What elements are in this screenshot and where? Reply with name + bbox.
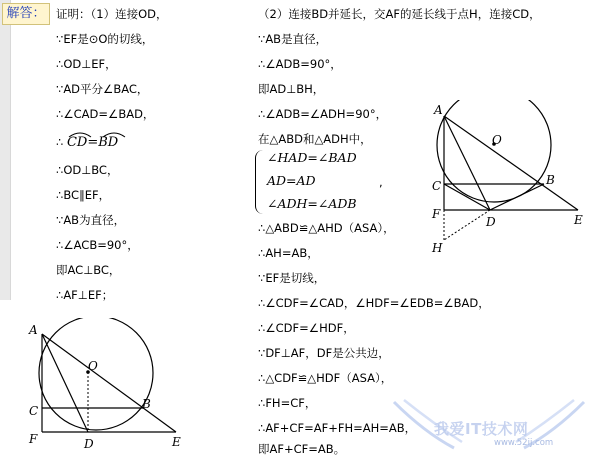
proof-line: ∴OD⊥BC， bbox=[56, 163, 119, 177]
watermark bbox=[384, 392, 598, 458]
proof-line: 即AD⊥BH， bbox=[258, 82, 325, 96]
arc-marks bbox=[67, 130, 131, 138]
segment-bd bbox=[490, 184, 544, 210]
proof-line: 即AF+CF=AB。 bbox=[258, 442, 346, 456]
label-f: F bbox=[432, 207, 441, 221]
label-c: C bbox=[29, 404, 39, 418]
therefore-symbol: ∴ bbox=[56, 135, 64, 149]
system-line: ∠HAD=∠BAD bbox=[267, 150, 357, 165]
sidebar-strip bbox=[0, 0, 11, 300]
arc-equation bbox=[67, 135, 118, 151]
proof-line: ∵AD平分∠BAC， bbox=[56, 82, 149, 96]
proof-line: ∴∠ACB=90°， bbox=[56, 238, 139, 252]
label-d: D bbox=[84, 437, 94, 451]
label-o: O bbox=[88, 359, 98, 373]
system-line: ∠ADH=∠ADB bbox=[267, 196, 357, 211]
proof-line: ∴BC∥EF， bbox=[56, 188, 111, 202]
proof-line: ∵AB为直径， bbox=[56, 213, 126, 227]
equation-system bbox=[255, 150, 425, 216]
left-brace bbox=[255, 150, 264, 214]
label-e: E bbox=[574, 213, 583, 227]
label-a: A bbox=[29, 323, 38, 337]
watermark-url: www.52ij.com bbox=[494, 438, 554, 448]
segment-dh bbox=[444, 210, 490, 240]
system-comma: , bbox=[379, 175, 383, 189]
system-line: AD=AD bbox=[267, 173, 316, 188]
proof-line: ∴∠ADB=90°， bbox=[258, 57, 342, 71]
proof-line: ∵EF是切线， bbox=[258, 271, 326, 285]
label-f: F bbox=[29, 432, 38, 446]
arc-equation-text: CD=BD bbox=[66, 135, 119, 150]
geometry-figure-2 bbox=[428, 100, 598, 260]
geometry-figure-1 bbox=[26, 318, 206, 458]
watermark-text: 我爱IT技术网 bbox=[434, 420, 529, 438]
segment-ad bbox=[444, 116, 490, 210]
proof-line: ∴∠CAD=∠BAD， bbox=[56, 107, 155, 121]
label-b: B bbox=[142, 397, 151, 411]
label-o: O bbox=[492, 133, 502, 147]
proof-line: 在△ABD和△ADH中， bbox=[258, 132, 372, 146]
proof-line: ∵EF是⊙O的切线， bbox=[56, 32, 154, 46]
proof-line: ∴∠CDF=∠HDF， bbox=[258, 321, 355, 335]
proof-line: ∴△CDF≌△HDF（ASA）， bbox=[258, 371, 393, 385]
proof-line: ∴AF+CF=AF+FH=AH=AB， bbox=[258, 421, 417, 435]
proof-line: ∴AH=AB， bbox=[258, 246, 319, 260]
label-c: C bbox=[432, 179, 442, 193]
proof-line bbox=[56, 134, 118, 151]
label-e: E bbox=[172, 435, 181, 449]
proof-line: （2）连接BD并延长，交AF的延长线于点H，连接CD， bbox=[258, 7, 541, 21]
proof-line: ∵AB是直径， bbox=[258, 32, 328, 46]
proof-line: 即AC⊥BC， bbox=[56, 263, 121, 277]
proof-line: ∴OD⊥EF， bbox=[56, 57, 117, 71]
label-a: A bbox=[434, 103, 443, 117]
label-b: B bbox=[546, 173, 555, 187]
label-h: H bbox=[432, 241, 443, 255]
answer-badge: 解答： bbox=[2, 3, 50, 25]
proof-line: ∴AF⊥EF； bbox=[56, 288, 114, 302]
proof-line: ∴△ABD≌△AHD（ASA）， bbox=[258, 221, 395, 235]
segment-ad bbox=[42, 334, 88, 432]
segment-ae bbox=[42, 334, 176, 432]
proof-line: ∴∠CDF=∠CAD，∠HDF=∠EDB=∠BAD， bbox=[258, 296, 490, 310]
proof-line: 证明：（1）连接OD， bbox=[56, 7, 168, 21]
proof-line: ∵DF⊥AF，DF是公共边， bbox=[258, 346, 390, 360]
proof-line: ∴FH=CF， bbox=[258, 396, 317, 410]
label-d: D bbox=[486, 215, 496, 229]
proof-line: ∴∠ADB=∠ADH=90°， bbox=[258, 107, 388, 121]
